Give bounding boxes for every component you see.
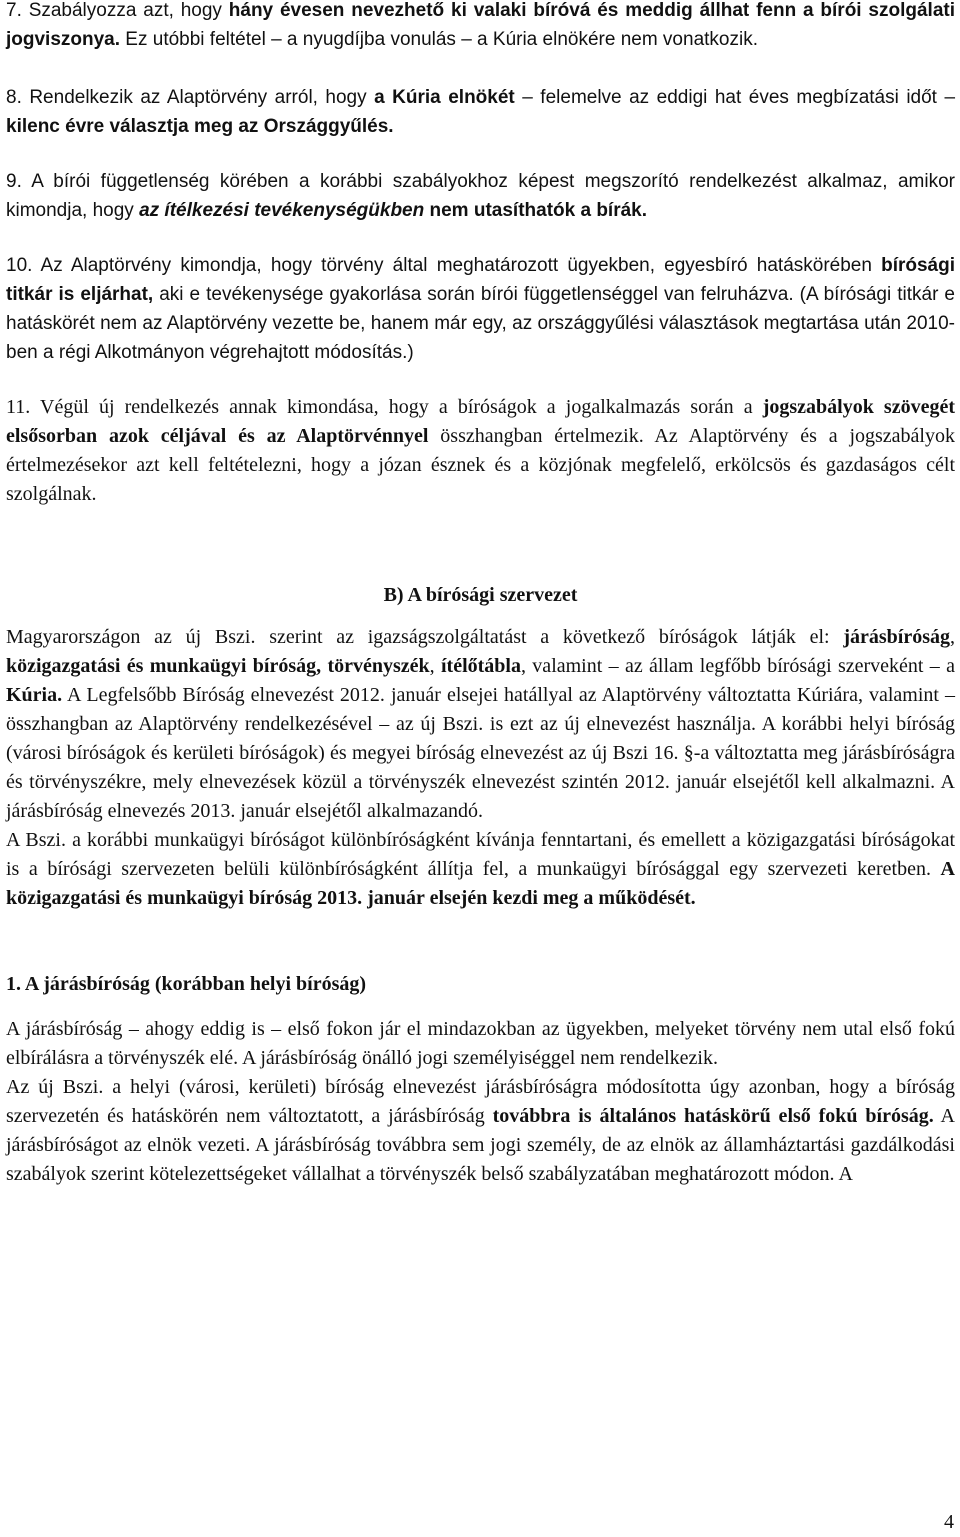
pb1-text: Magyarországon az új Bszi. szerint az igazságszolgáltatást a következő bíróságok látják el: (6, 626, 844, 648)
p10-text-rest: aki e tevékenysége gyakorlása során bírói függetlenséggel van felruházva. (A bírósági titkár e hatáskörét nem az Alaptörvény vezette be, hanem már egy, az országgyűlési választások megtartása után 2010-ben a régi Alkotmányon végrehajtott módosítás.) (6, 284, 955, 363)
p9-bold-italic: az ítélkezési tevékenységükben (139, 200, 425, 221)
pb2-bold: A közigazgatási és munkaügyi bíróság 2013. január elsején kezdi meg a működését. (6, 858, 955, 909)
pb1-sep-2: , (429, 655, 441, 677)
p10-bold: bírósági titkár is eljárhat, (6, 255, 955, 305)
pb1-bold-2: közigazgatási és munkaügyi bíróság, törvényszék (6, 655, 430, 677)
pb1-bold-1: járásbíróság (843, 626, 950, 648)
p11-text: 11. Végül új rendelkezés annak kimondása, hogy a bíróságok a jogalkalmazás során a (6, 396, 763, 418)
paragraph-b1 (6, 623, 955, 826)
pb1-bold-4: Kúria. (6, 684, 63, 706)
p11-text-rest: összhangban értelmezik. Az Alaptörvény és a jogszabályok értelmezésekor azt kell feltételezni, hogy a józan észnek és a közjónak megfelelő, erkölcsös és gazdaságos célt szolgálnak. (6, 425, 955, 505)
paragraph-c2 (6, 1073, 955, 1189)
paragraph-b2 (6, 826, 955, 913)
p9-text: 9. A bírói függetlenség körében a korábbi szabályokhoz képest megszorító rendelkezést alkalmaz, amikor kimondja, hogy (6, 171, 955, 221)
pc2-text-rest: A járásbíróságot az elnök vezeti. A járásbíróság továbbra sem jogi személy, de az elnök az államháztartási gazdálkodási szabályok szerint kötelezettségeket vállalhat a törvényszék belső szabályzatában meghatározott módon. A (6, 1105, 955, 1185)
pb1-sep-1: , (950, 626, 955, 648)
document-page (6, 0, 955, 1189)
paragraph-8 (6, 83, 955, 141)
pc2-text: Az új Bszi. a helyi (városi, kerületi) bíróság elnevezést járásbíróságra módosította úgy azonban, hogy a bíróság szervezetén és hatáskörén nem változtatott, a járásbíróság (6, 1076, 955, 1127)
pc1-text: A járásbíróság – ahogy eddig is – első fokon jár el mindazokban az ügyekben, melyeket törvény nem utal első fokú elbírálásra a törvényszék elé. A járásbíróság önálló jogi személyiséggel nem rendelkezik. (6, 1018, 955, 1069)
pb1-bold-3: ítélőtábla (440, 655, 521, 677)
paragraph-7 (6, 0, 955, 54)
p7-text: 7. Szabályozza azt, hogy (6, 0, 229, 21)
pb2-text: A Bszi. a korábbi munkaügyi bíróságot különbíróságként kívánja fenntartani, és emellett a közigazgatási bíróságokat is a bírósági szervezeten belüli különbíróságként állítja fel, a munkaügyi bírósággal egy szervezeti keretben. (6, 829, 955, 880)
p9-bold: nem utasíthatók a bírák. (424, 200, 648, 221)
paragraph-10 (6, 251, 955, 367)
p8-text: 8. Rendelkezik az Alaptörvény arról, hogy (6, 87, 375, 108)
p8-text-mid: – felemelve az eddigi hat éves megbízatási időt – (514, 87, 956, 108)
p7-text-rest: Ez utóbbi feltétel – a nyugdíjba vonulás – a Kúria elnökére nem vonatkozik. (120, 29, 758, 50)
p7-bold: hány évesen nevezhető ki valaki bíróvá és meddig állhat fenn a bírói szolgálati jogviszonya. (6, 0, 956, 50)
p11-bold: jogszabályok szövegét elsősorban azok céljával és az Alaptörvénnyel (6, 396, 956, 447)
pb1-text-rest: A Legfelsőbb Bíróság elnevezést 2012. január elsejei hatállyal az Alaptörvény változtatta Kúriára, valamint – összhangban az Alaptörvény rendelkezésével – az új Bszi. is ezt az új elnevezést használja. A korábbi helyi bíróság (városi bíróságok és kerületi bíróságok) és megyei bíróság elnevezést az új Bszi 16. §-a változtatta meg járásbíróságra és törvényszékre, mely elnevezések közül a törvényszék elnevezést szintén 2012. január elsejétől kell alkalmazni. A járásbíróság elnevezés 2013. január elsejétől alkalmazandó. (6, 684, 955, 822)
p10-text: 10. Az Alaptörvény kimondja, hogy törvény által meghatározott ügyekben, egyesbíró hatáskörében (6, 255, 882, 276)
section-1-title: 1. A járásbíróság (korábban helyi bíróság) (6, 973, 367, 995)
section-b-title: B) A bírósági szervezet (383, 584, 578, 606)
paragraph-9 (6, 167, 955, 225)
pc2-bold: továbbra is általános hatáskörű első fokú bíróság. (492, 1105, 934, 1127)
p8-bold-2: kilenc évre választja meg az Országgyűlés. (6, 116, 394, 137)
page-number: 4 (944, 1511, 954, 1533)
paragraph-c1 (6, 1015, 955, 1073)
pb1-text-2: , valamint – az állam legfőbb bírósági szerveként – a (520, 655, 955, 677)
paragraph-11 (6, 393, 955, 509)
p8-bold-1: a Kúria elnökét (374, 87, 515, 108)
